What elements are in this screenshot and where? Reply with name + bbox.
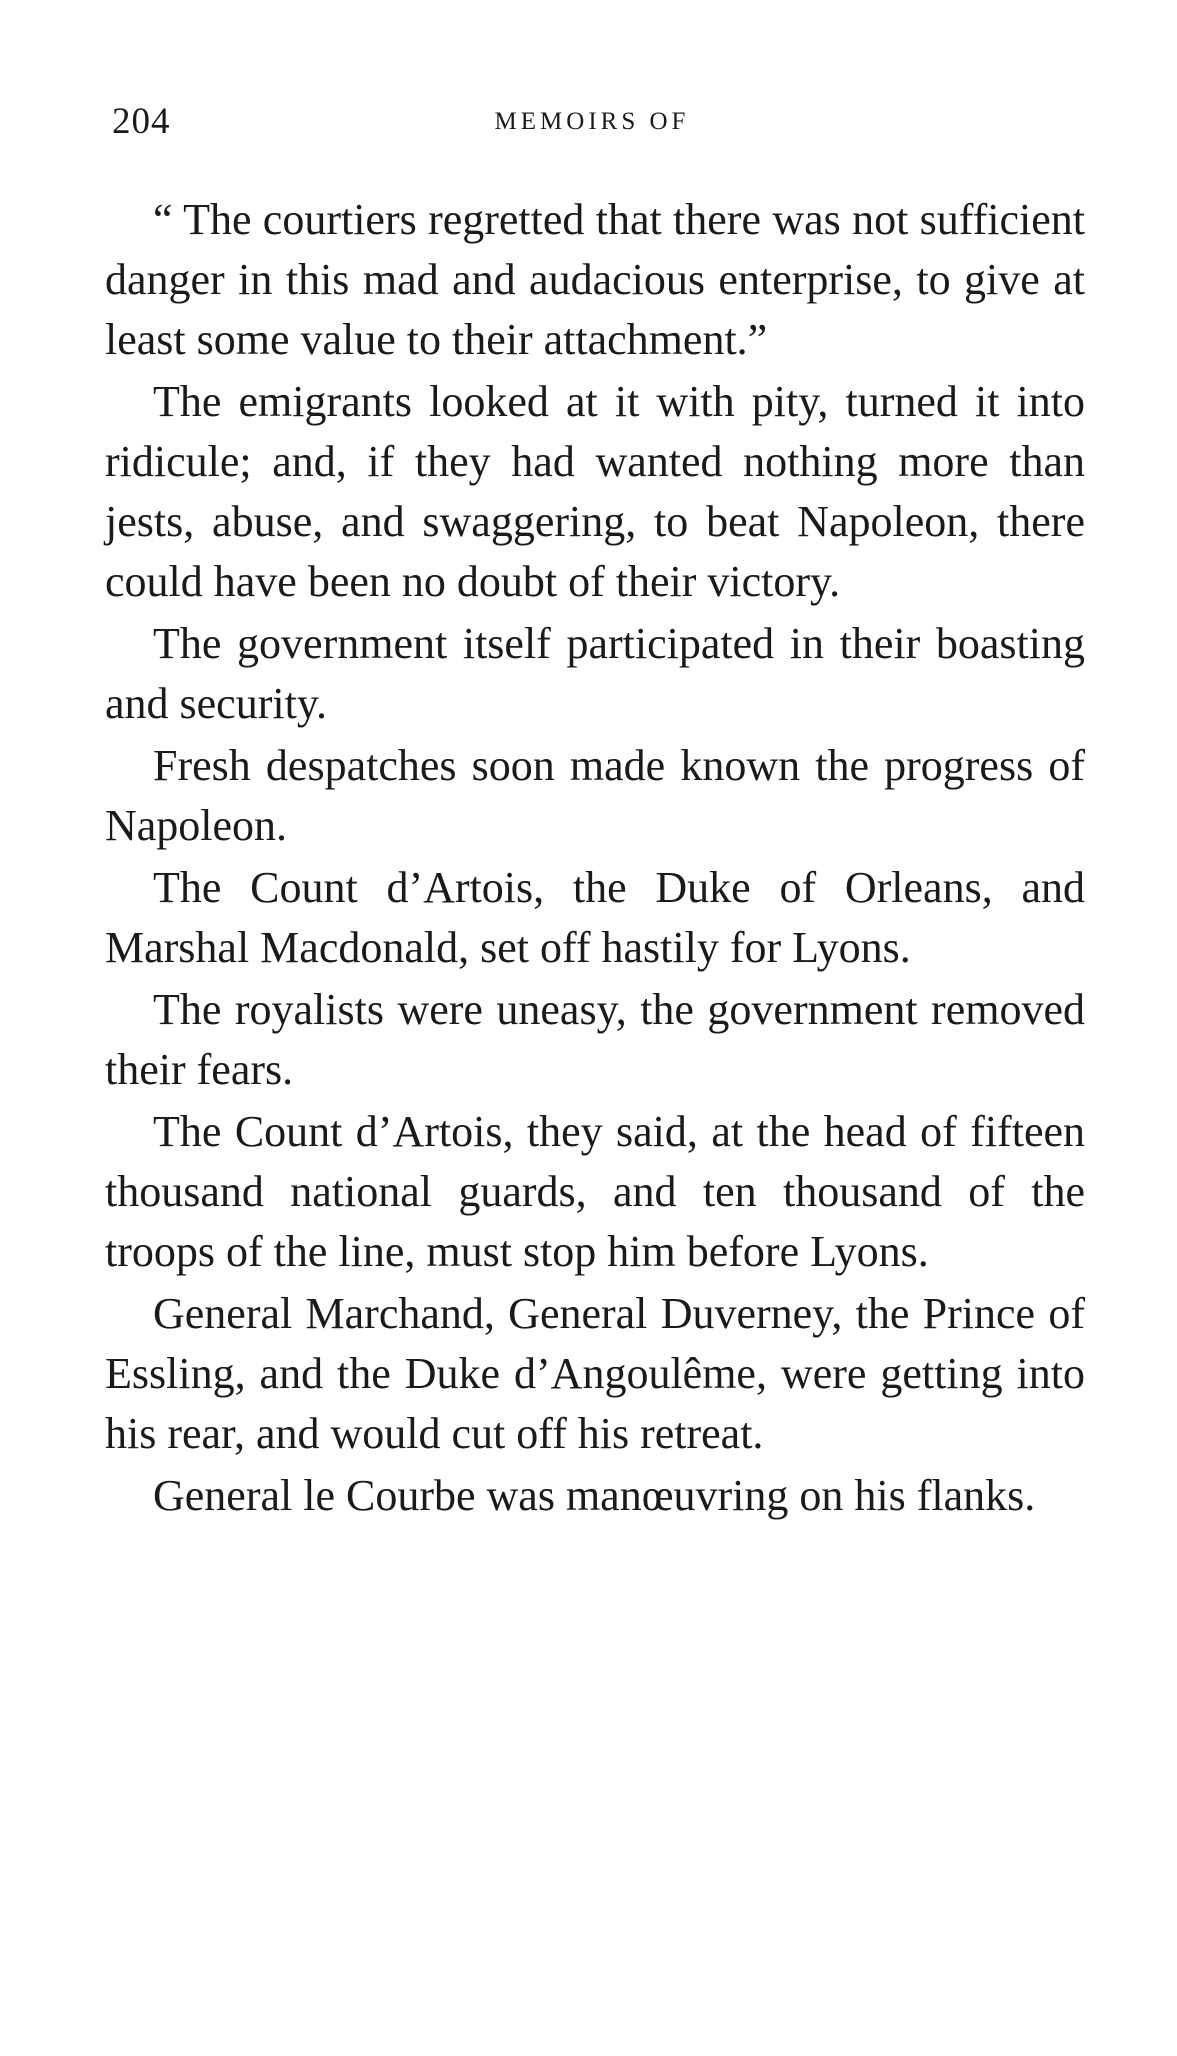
paragraph: The government itself participated in their boasting and security. xyxy=(105,619,1085,728)
paragraph: The emigrants looked at it with pity, turned it into ridicule; and, if they had wanted nothing more than jests, abuse, and swaggering, to beat Napoleon, there could have been no doubt of their victory. xyxy=(105,377,1085,606)
page-number: 204 xyxy=(112,101,171,142)
paragraph: General Marchand, General Duverney, the Prince of Essling, and the Duke d’Angoulême, were getting into his rear, and would cut off his retreat. xyxy=(105,1289,1085,1458)
paragraph: The royalists were uneasy, the government removed their fears. xyxy=(105,985,1085,1094)
paragraph: “ The courtiers regretted that there was not sufficient danger in this mad and audacious enterprise, to give at least some value to their attachment.” xyxy=(105,195,1085,364)
paragraph: General le Courbe was manœuvring on his flanks. xyxy=(153,1471,1036,1520)
running-title: MEMOIRS OF xyxy=(494,108,690,135)
paragraph: The Count d’Artois, they said, at the head of fifteen thousand national guards, and ten thousand of the troops of the line, must stop him before Lyons. xyxy=(105,1107,1085,1276)
paragraph: Fresh despatches soon made known the progress of Napoleon. xyxy=(105,741,1085,850)
running-head xyxy=(112,100,1072,150)
paragraph: The Count d’Artois, the Duke of Orleans, and Marshal Macdonald, set off hastily for Lyons. xyxy=(105,863,1085,972)
body-text xyxy=(105,190,1085,1526)
